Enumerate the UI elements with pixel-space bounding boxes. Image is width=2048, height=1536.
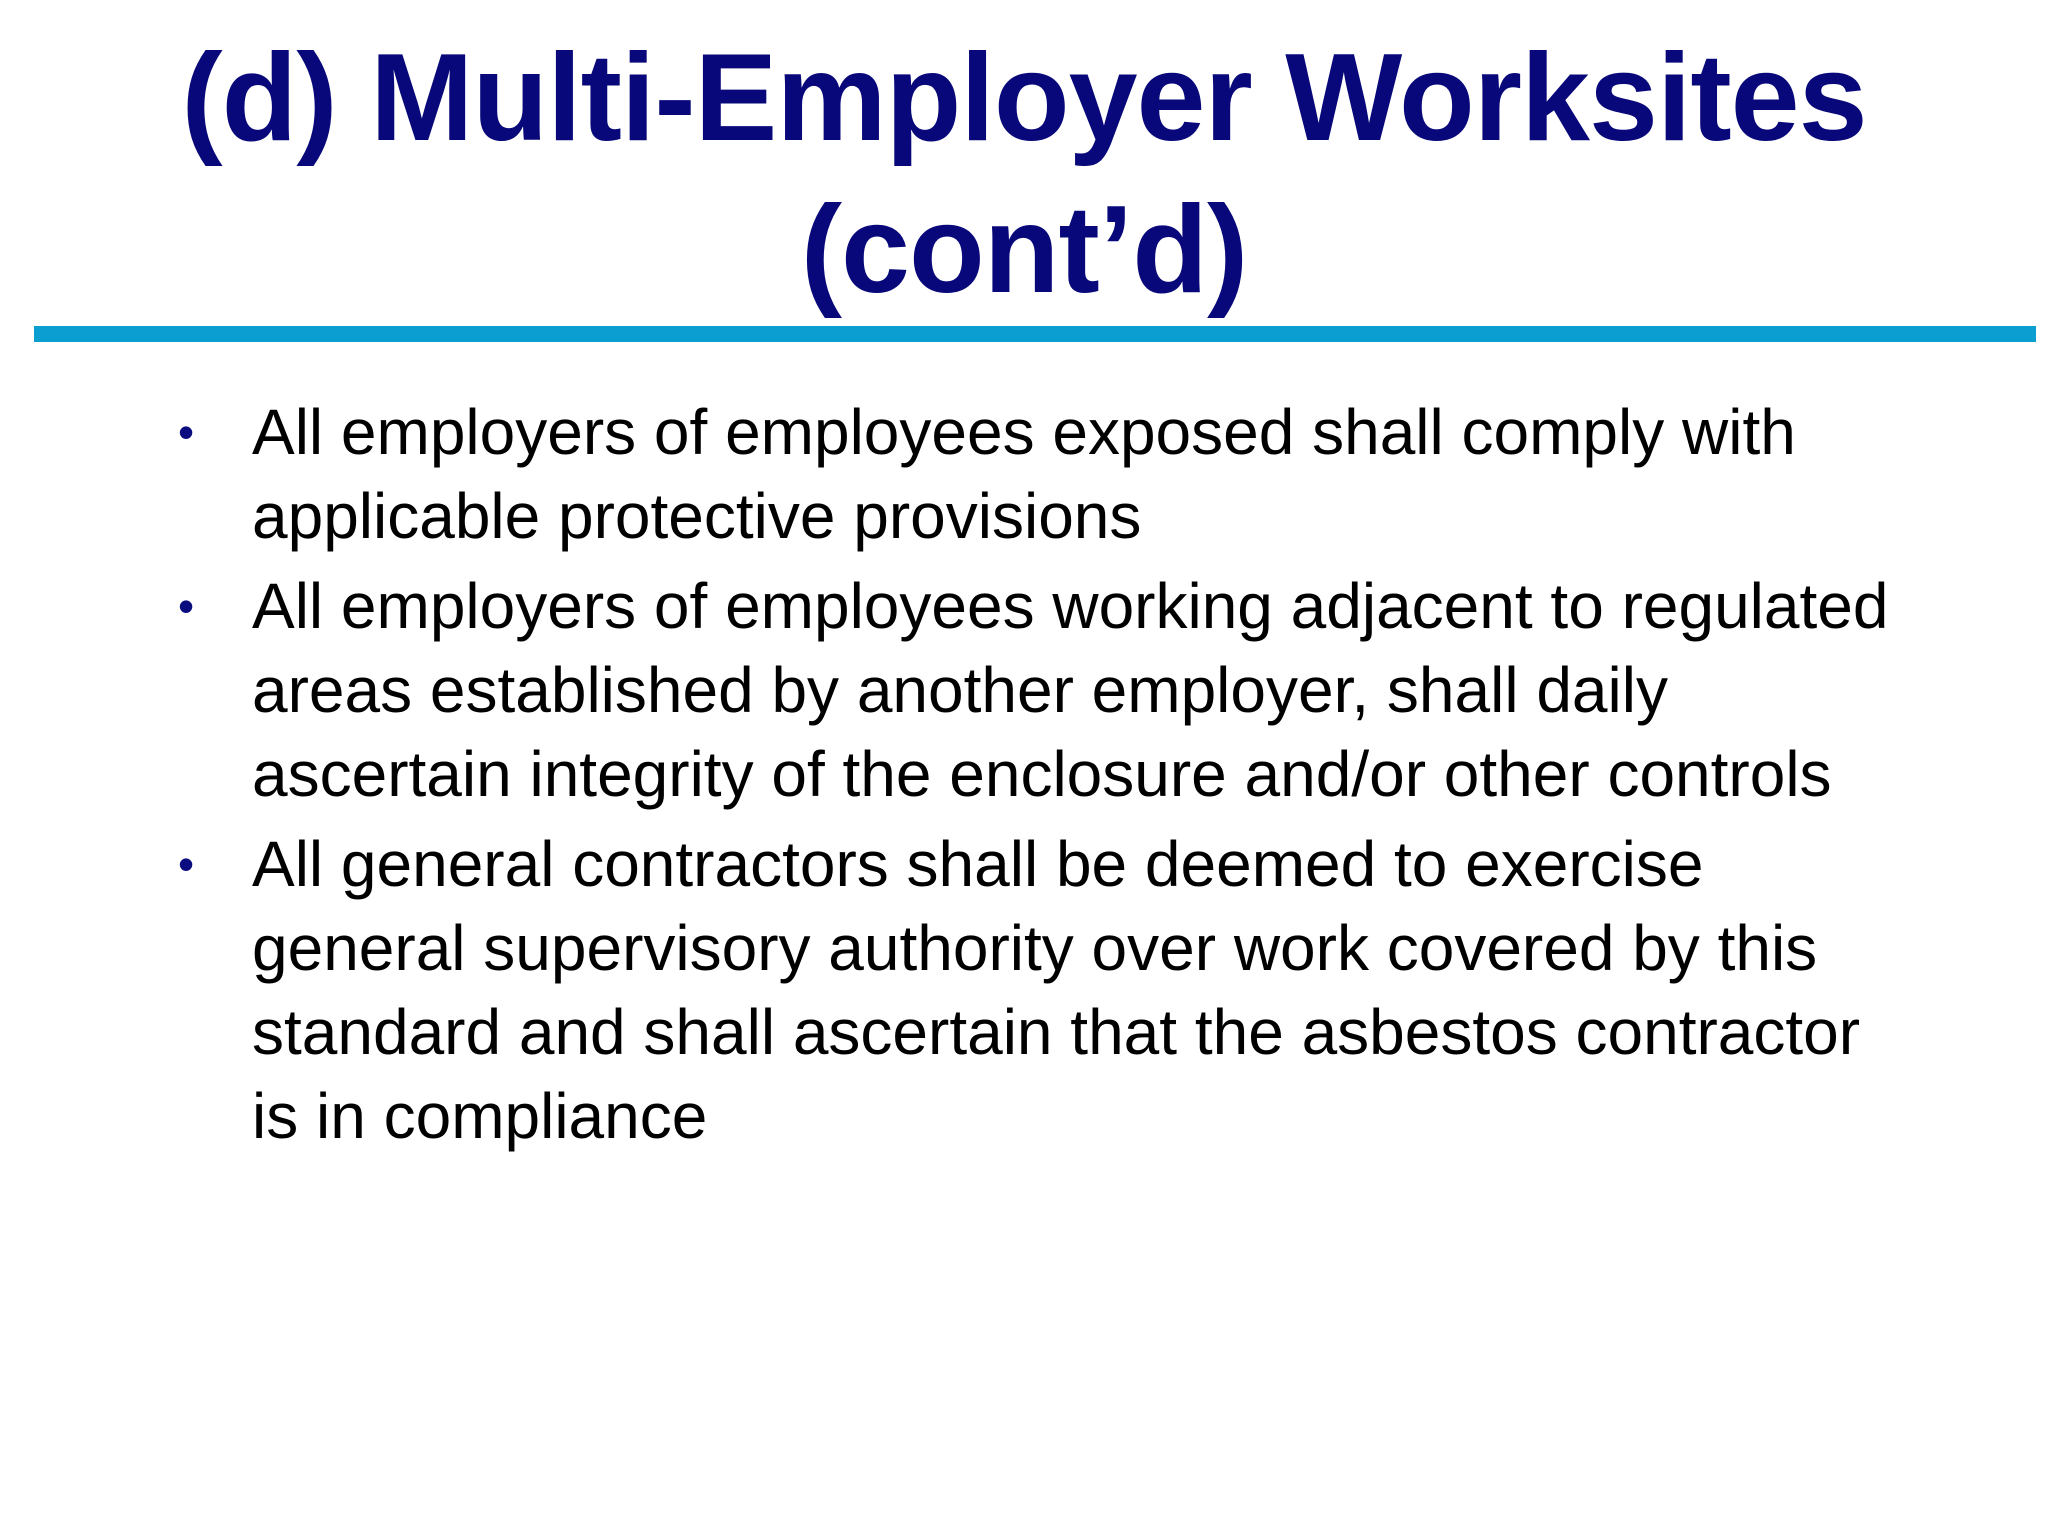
bullet-dot-icon: • bbox=[178, 580, 195, 632]
bullet-list bbox=[170, 390, 1890, 1164]
bullet-text: All employers of employees exposed shall comply with applicable protective provisions bbox=[252, 396, 1796, 552]
bullet-item bbox=[170, 564, 1890, 816]
bullet-item bbox=[170, 390, 1890, 558]
slide-title-line-2: (cont’d) bbox=[800, 181, 1248, 319]
bullet-dot-icon: • bbox=[178, 406, 195, 458]
bullet-dot-icon: • bbox=[178, 838, 195, 890]
bullet-item bbox=[170, 822, 1890, 1158]
bullet-text: All general contractors shall be deemed to exercise general supervisory authority over work covered by this standard and shall ascertain that the asbestos contractor is in compliance bbox=[252, 828, 1861, 1152]
bullet-text: All employers of employees working adjacent to regulated areas established by another employer, shall daily ascertain integrity of the enclosure and/or other controls bbox=[252, 570, 1889, 810]
slide-title bbox=[0, 22, 2048, 326]
title-divider bbox=[34, 326, 2036, 342]
slide-title-line-1: (d) Multi-Employer Worksites bbox=[181, 29, 1867, 167]
